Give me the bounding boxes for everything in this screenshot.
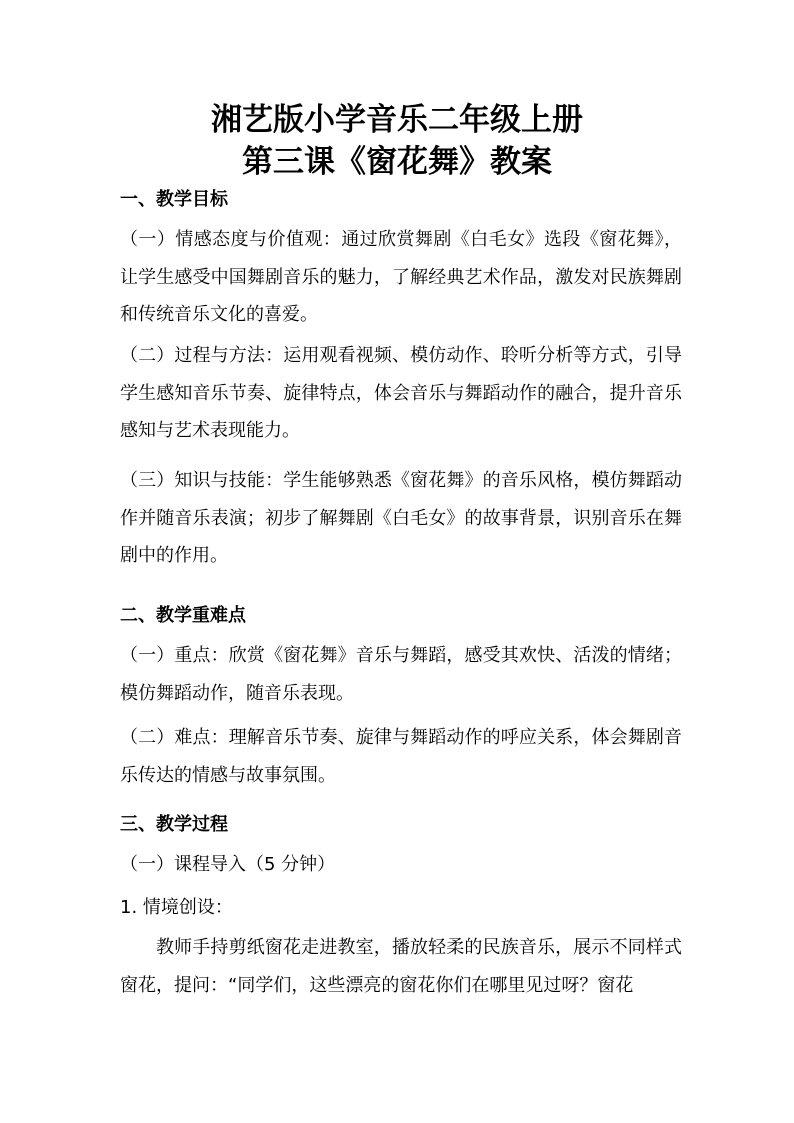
document-title-line-2: 第三课《窗花舞》教案 [242,144,552,180]
key-point-paragraph-1: （一）重点：欣赏《窗花舞》音乐与舞蹈，感受其欢快、活泼的情绪；模仿舞蹈动作，随音乐表现。 [120,645,682,704]
objective-paragraph-1: （一）情感态度与价值观：通过欣赏舞剧《白毛女》选段《窗花舞》，让学生感受中国舞剧音乐的魅力，了解经典艺术作品，激发对民族舞剧和传统音乐文化的喜爱。 [120,229,682,325]
objective-paragraph-2: （二）过程与方法：运用观看视频、模仿动作、聆听分析等方式，引导学生感知音乐节奏、旋律特点，体会音乐与舞蹈动作的融合，提升音乐感知与艺术表现能力。 [120,345,682,441]
document-title-line-1: 湘艺版小学音乐二年级上册 [211,102,583,138]
item-label-scenario-setup: 1. 情境创设： [120,897,233,918]
key-point-paragraph-2: （二）难点：理解音乐节奏、旋律与舞蹈动作的呼应关系，体会舞剧音乐传达的情感与故事氛围。 [120,727,682,786]
sub-heading-course-introduction: （一）课程导入（5 分钟） [120,854,336,875]
section-heading-teaching-process: 三、教学过程 [120,814,228,835]
section-heading-key-points: 二、教学重难点 [120,605,246,626]
objective-paragraph-3: （三）知识与技能：学生能够熟悉《窗花舞》的音乐风格，模仿舞蹈动作并随音乐表演；初步了解舞剧《白毛女》的故事背景，识别音乐在舞剧中的作用。 [120,470,682,566]
scenario-body-paragraph: 教师手持剪纸窗花走进教室，播放轻柔的民族音乐，展示不同样式窗花，提问：“同学们，这些漂亮的窗花你们在哪里见过呀？窗花 [120,937,682,996]
section-heading-teaching-objectives: 一、教学目标 [120,189,228,210]
